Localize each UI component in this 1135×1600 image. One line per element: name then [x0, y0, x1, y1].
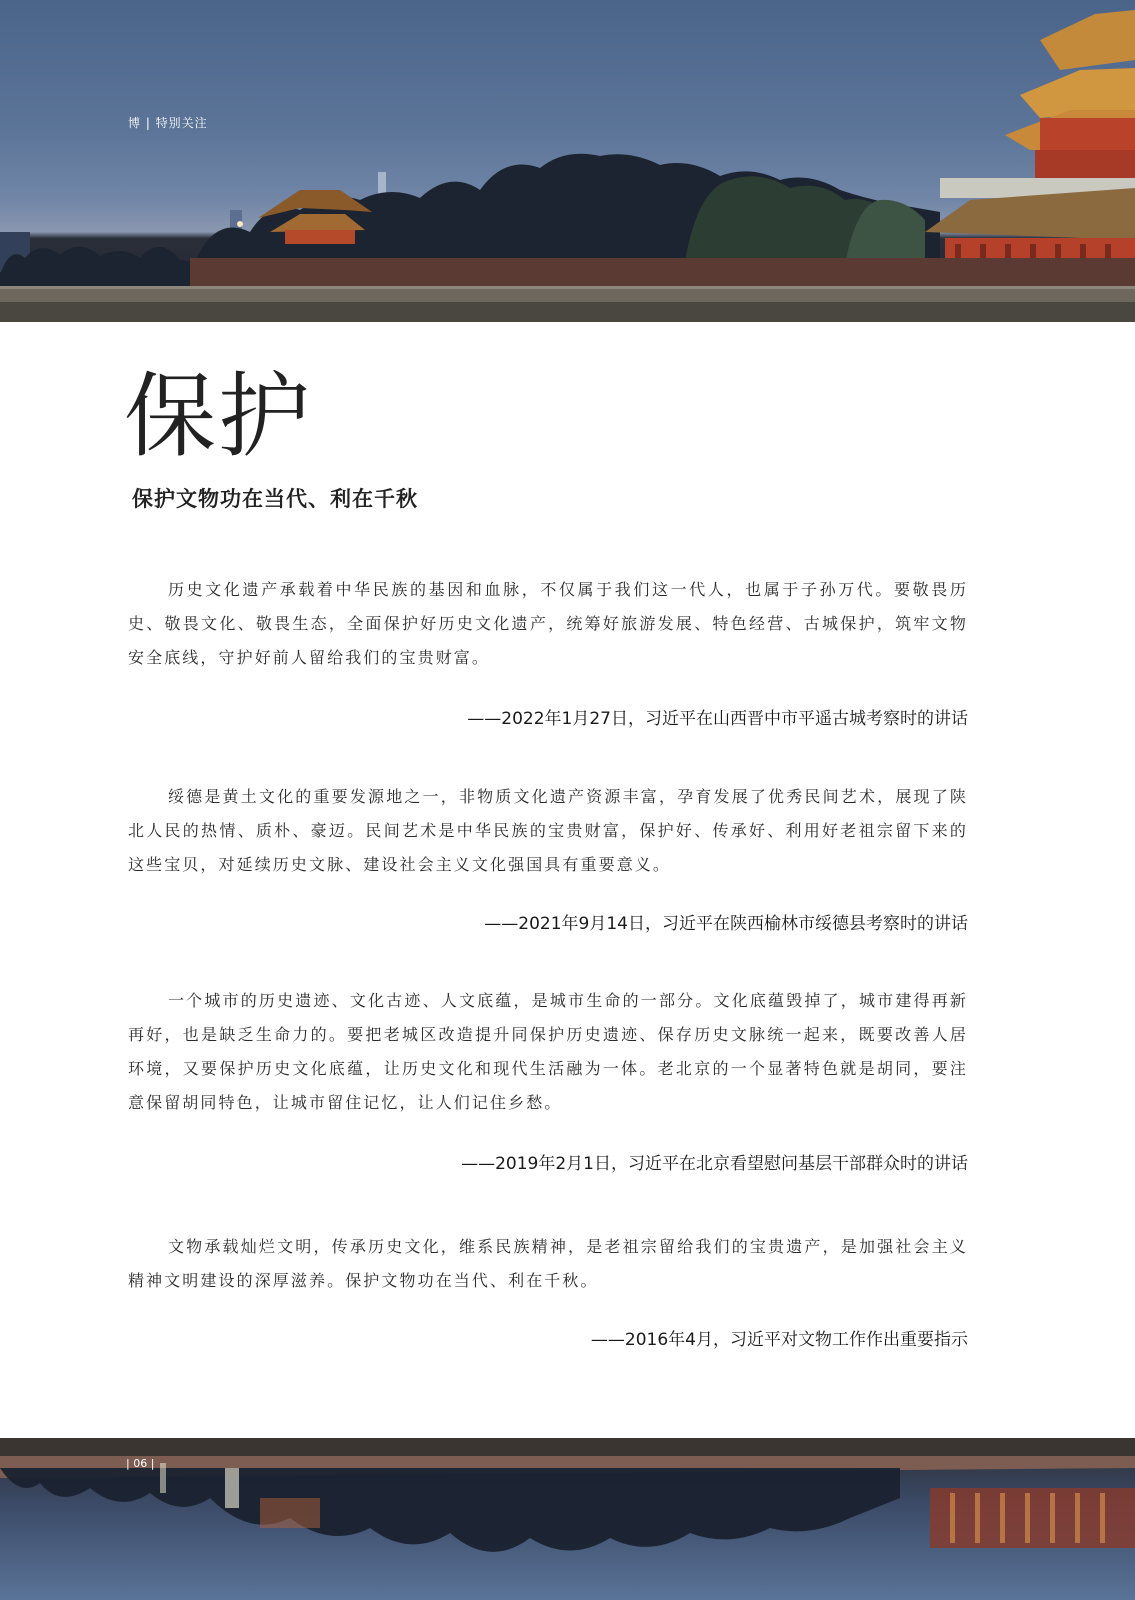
section-label: 博 | 特别关注	[128, 116, 208, 130]
bottom-banner-photo	[0, 1438, 1135, 1600]
quote-source: ——2022年1月27日，习近平在山西晋中市平遥古城考察时的讲话	[467, 709, 968, 729]
page-subtitle: 保护文物功在当代、利在千秋	[132, 486, 418, 511]
moat-reflection-illustration	[0, 1438, 1135, 1600]
forbidden-city-night-illustration	[0, 0, 1135, 322]
quote-block	[128, 984, 968, 1176]
top-banner-photo	[0, 0, 1135, 322]
quote-block	[128, 780, 968, 936]
page-number: | 06 |	[126, 1457, 155, 1470]
quote-text: 一个城市的历史遗迹、文化古迹、人文底蕴，是城市生命的一部分。文化底蕴毁掉了，城市建得再新再好，也是缺乏生命力的。要把老城区改造提升同保护历史遗迹、保存历史文脉统一起来，既要改善人居环境，又要保护历史文化底蕴，让历史文化和现代生活融为一体。老北京的一个显著特色就是胡同，要注意保留胡同特色，让城市留住记忆，让人们记住乡愁。	[128, 991, 968, 1112]
quote-block	[128, 573, 968, 731]
quote-block	[128, 1230, 968, 1352]
quote-text: 文物承载灿烂文明，传承历史文化，维系民族精神，是老祖宗留给我们的宝贵遗产，是加强社会主义精神文明建设的深厚滋养。保护文物功在当代、利在千秋。	[128, 1237, 968, 1290]
page-title: 保护	[124, 363, 313, 470]
quote-source: ——2016年4月，习近平对文物工作作出重要指示	[590, 1330, 968, 1350]
quote-source: ——2019年2月1日，习近平在北京看望慰问基层干部群众时的讲话	[461, 1154, 968, 1174]
quote-text: 历史文化遗产承载着中华民族的基因和血脉，不仅属于我们这一代人，也属于子孙万代。要敬畏历史、敬畏文化、敬畏生态，全面保护好历史文化遗产，统筹好旅游发展、特色经营、古城保护，筑牢文物安全底线，守护好前人留给我们的宝贵财富。	[128, 580, 968, 667]
quote-source: ——2021年9月14日，习近平在陕西榆林市绥德县考察时的讲话	[484, 914, 968, 934]
quote-text: 绥德是黄土文化的重要发源地之一，非物质文化遗产资源丰富，孕育发展了优秀民间艺术，展现了陕北人民的热情、质朴、豪迈。民间艺术是中华民族的宝贵财富，保护好、传承好、利用好老祖宗留下来的这些宝贝，对延续历史文脉、建设社会主义文化强国具有重要意义。	[128, 787, 968, 874]
